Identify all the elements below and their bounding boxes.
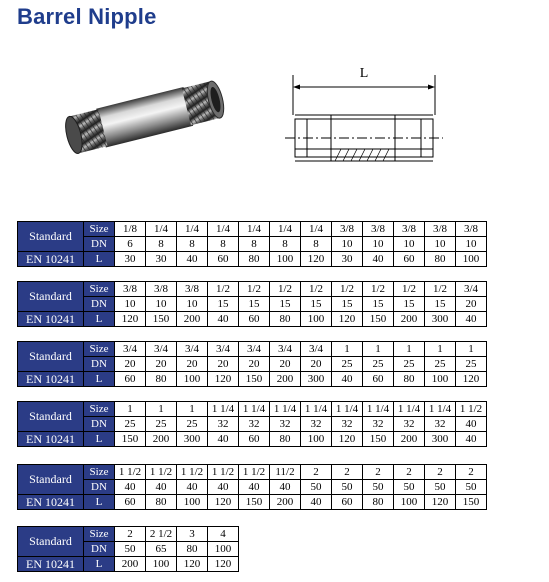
size-cell: 1 1/4 [270, 402, 301, 417]
l-cell: 200 [394, 312, 425, 327]
l-cell: 200 [394, 432, 425, 447]
l-cell: 150 [363, 432, 394, 447]
dn-cell: 50 [332, 480, 363, 495]
spec-table-2 [17, 281, 487, 327]
dn-cell: 50 [456, 480, 487, 495]
dn-cell: 50 [394, 480, 425, 495]
l-cell: 120 [208, 495, 239, 510]
l-label: L [84, 312, 115, 327]
l-cell: 300 [301, 372, 332, 387]
dn-label: DN [84, 417, 115, 432]
dn-cell: 50 [115, 542, 146, 557]
l-cell: 120 [425, 495, 456, 510]
size-cell: 3/8 [115, 282, 146, 297]
dn-cell: 10 [363, 237, 394, 252]
size-cell: 2 1/2 [146, 527, 177, 542]
l-cell: 40 [208, 432, 239, 447]
size-cell: 1/4 [301, 222, 332, 237]
size-cell: 1 1/4 [208, 402, 239, 417]
l-cell: 120 [177, 557, 208, 572]
dn-cell: 20 [456, 297, 487, 312]
dn-label: DN [84, 297, 115, 312]
l-cell: 60 [115, 372, 146, 387]
l-cell: 40 [456, 312, 487, 327]
dn-cell: 8 [208, 237, 239, 252]
l-cell: 100 [177, 372, 208, 387]
dn-cell: 20 [208, 357, 239, 372]
size-cell: 3 [177, 527, 208, 542]
l-cell: 100 [177, 495, 208, 510]
spec-table-3 [17, 341, 487, 387]
size-cell: 1/8 [115, 222, 146, 237]
dn-cell: 25 [363, 357, 394, 372]
l-cell: 150 [363, 312, 394, 327]
size-cell: 3/8 [363, 222, 394, 237]
l-cell: 80 [270, 432, 301, 447]
l-cell: 120 [115, 312, 146, 327]
dn-cell: 10 [456, 237, 487, 252]
dn-cell: 50 [363, 480, 394, 495]
dn-cell: 10 [146, 297, 177, 312]
l-cell: 100 [270, 252, 301, 267]
dn-cell: 15 [363, 297, 394, 312]
dn-cell: 20 [301, 357, 332, 372]
dn-cell: 32 [301, 417, 332, 432]
size-cell: 1 1/4 [301, 402, 332, 417]
l-cell: 80 [270, 312, 301, 327]
size-cell: 2 [332, 465, 363, 480]
l-cell: 100 [146, 557, 177, 572]
size-cell: 1/2 [270, 282, 301, 297]
l-cell: 30 [332, 252, 363, 267]
size-cell: 3/8 [177, 282, 208, 297]
size-cell: 1 1/2 [146, 465, 177, 480]
l-cell: 80 [146, 495, 177, 510]
size-cell: 3/8 [146, 282, 177, 297]
size-cell: 3/8 [456, 222, 487, 237]
dn-cell: 8 [239, 237, 270, 252]
dn-cell: 8 [270, 237, 301, 252]
dn-cell: 50 [425, 480, 456, 495]
l-cell: 300 [425, 432, 456, 447]
standard-label: Standard [18, 402, 84, 432]
l-cell: 300 [425, 312, 456, 327]
l-cell: 120 [332, 312, 363, 327]
dn-cell: 25 [456, 357, 487, 372]
size-cell: 4 [208, 527, 239, 542]
l-cell: 80 [239, 252, 270, 267]
l-label: L [84, 372, 115, 387]
l-cell: 120 [301, 252, 332, 267]
size-cell: 1 1/4 [394, 402, 425, 417]
standard-label: Standard [18, 342, 84, 372]
dn-cell: 32 [363, 417, 394, 432]
size-cell: 1 1/2 [456, 402, 487, 417]
standard-label: Standard [18, 282, 84, 312]
size-cell: 1 [456, 342, 487, 357]
size-cell: 1 1/2 [177, 465, 208, 480]
l-cell: 200 [177, 312, 208, 327]
dn-cell: 20 [115, 357, 146, 372]
dn-cell: 15 [425, 297, 456, 312]
l-cell: 40 [208, 312, 239, 327]
dn-cell: 6 [115, 237, 146, 252]
l-cell: 60 [363, 372, 394, 387]
dn-cell: 32 [208, 417, 239, 432]
size-cell: 3/8 [394, 222, 425, 237]
dn-cell: 25 [425, 357, 456, 372]
l-cell: 80 [394, 372, 425, 387]
l-cell: 120 [208, 557, 239, 572]
dn-label: DN [84, 357, 115, 372]
standard-label: Standard [18, 465, 84, 495]
dn-cell: 15 [239, 297, 270, 312]
size-cell: 1/2 [332, 282, 363, 297]
size-label: Size [84, 222, 115, 237]
l-cell: 100 [394, 495, 425, 510]
l-cell: 60 [332, 495, 363, 510]
l-label: L [84, 495, 115, 510]
size-cell: 1 [394, 342, 425, 357]
dn-cell: 40 [270, 480, 301, 495]
dn-cell: 20 [177, 357, 208, 372]
dn-label: DN [84, 542, 115, 557]
size-cell: 3/4 [456, 282, 487, 297]
standard-label: Standard [18, 527, 84, 557]
l-cell: 120 [456, 372, 487, 387]
dn-cell: 32 [239, 417, 270, 432]
dn-cell: 15 [270, 297, 301, 312]
l-cell: 60 [394, 252, 425, 267]
size-cell: 2 [363, 465, 394, 480]
l-cell: 150 [239, 372, 270, 387]
dn-label: DN [84, 237, 115, 252]
l-cell: 120 [332, 432, 363, 447]
l-cell: 300 [177, 432, 208, 447]
size-cell: 3/4 [146, 342, 177, 357]
size-cell: 1/4 [239, 222, 270, 237]
size-cell: 1 [177, 402, 208, 417]
en-label: EN 10241 [18, 432, 84, 447]
l-cell: 80 [425, 252, 456, 267]
size-label: Size [84, 527, 115, 542]
standard-label: Standard [18, 222, 84, 252]
dn-cell: 15 [208, 297, 239, 312]
dn-cell: 15 [301, 297, 332, 312]
size-cell: 1/4 [208, 222, 239, 237]
size-cell: 3/8 [425, 222, 456, 237]
dn-cell: 20 [146, 357, 177, 372]
dn-cell: 32 [332, 417, 363, 432]
size-cell: 1 [363, 342, 394, 357]
size-cell: 1/2 [363, 282, 394, 297]
size-cell: 1 1/2 [208, 465, 239, 480]
l-cell: 80 [146, 372, 177, 387]
dn-cell: 25 [146, 417, 177, 432]
dn-cell: 8 [177, 237, 208, 252]
barrel-nipple-photo [60, 70, 240, 165]
page-title: Barrel Nipple [17, 4, 157, 29]
l-cell: 150 [456, 495, 487, 510]
size-cell: 1/4 [146, 222, 177, 237]
size-cell: 3/4 [177, 342, 208, 357]
dn-cell: 20 [270, 357, 301, 372]
l-cell: 40 [363, 252, 394, 267]
dn-cell: 40 [456, 417, 487, 432]
dn-cell: 80 [177, 542, 208, 557]
spec-table-5 [17, 464, 487, 510]
dn-cell: 32 [425, 417, 456, 432]
spec-table-1 [17, 221, 487, 267]
size-cell: 1/2 [239, 282, 270, 297]
l-cell: 60 [239, 432, 270, 447]
size-cell: 3/4 [270, 342, 301, 357]
dn-cell: 25 [332, 357, 363, 372]
dn-cell: 8 [301, 237, 332, 252]
l-cell: 200 [146, 432, 177, 447]
size-cell: 3/4 [115, 342, 146, 357]
size-cell: 2 [456, 465, 487, 480]
dn-cell: 10 [394, 237, 425, 252]
l-cell: 120 [208, 372, 239, 387]
size-cell: 1/4 [177, 222, 208, 237]
size-cell: 2 [301, 465, 332, 480]
size-cell: 1 1/4 [363, 402, 394, 417]
size-label: Size [84, 402, 115, 417]
dn-cell: 40 [146, 480, 177, 495]
dn-cell: 40 [239, 480, 270, 495]
dn-cell: 25 [115, 417, 146, 432]
l-cell: 30 [146, 252, 177, 267]
size-cell: 3/8 [332, 222, 363, 237]
size-cell: 1 1/2 [115, 465, 146, 480]
en-label: EN 10241 [18, 557, 84, 572]
size-cell: 1 1/4 [425, 402, 456, 417]
size-cell: 1/2 [301, 282, 332, 297]
l-cell: 30 [115, 252, 146, 267]
dn-cell: 100 [208, 542, 239, 557]
dn-cell: 32 [394, 417, 425, 432]
size-label: Size [84, 465, 115, 480]
size-cell: 1/2 [394, 282, 425, 297]
l-cell: 200 [115, 557, 146, 572]
dn-label: DN [84, 480, 115, 495]
size-label: Size [84, 342, 115, 357]
l-cell: 100 [301, 432, 332, 447]
l-cell: 150 [146, 312, 177, 327]
l-cell: 200 [270, 495, 301, 510]
l-cell: 40 [177, 252, 208, 267]
en-label: EN 10241 [18, 252, 84, 267]
dn-cell: 65 [146, 542, 177, 557]
size-cell: 1/2 [425, 282, 456, 297]
l-cell: 100 [301, 312, 332, 327]
dn-cell: 20 [239, 357, 270, 372]
size-cell: 3/4 [208, 342, 239, 357]
l-cell: 60 [208, 252, 239, 267]
l-cell: 40 [456, 432, 487, 447]
size-cell: 1/2 [208, 282, 239, 297]
size-cell: 3/4 [301, 342, 332, 357]
size-cell: 2 [115, 527, 146, 542]
dn-cell: 10 [177, 297, 208, 312]
size-cell: 3/4 [239, 342, 270, 357]
size-cell: 1 1/2 [239, 465, 270, 480]
l-cell: 150 [239, 495, 270, 510]
l-cell: 40 [332, 372, 363, 387]
technical-drawing [285, 55, 445, 180]
dn-cell: 50 [301, 480, 332, 495]
en-label: EN 10241 [18, 495, 84, 510]
size-cell: 1 [146, 402, 177, 417]
en-label: EN 10241 [18, 372, 84, 387]
l-label: L [84, 557, 115, 572]
dn-cell: 25 [394, 357, 425, 372]
l-cell: 100 [456, 252, 487, 267]
dn-cell: 15 [332, 297, 363, 312]
size-cell: 1 1/4 [332, 402, 363, 417]
size-cell: 1/4 [270, 222, 301, 237]
size-cell: 1 1/4 [239, 402, 270, 417]
spec-table-6 [17, 526, 239, 572]
dn-cell: 40 [115, 480, 146, 495]
size-cell: 2 [425, 465, 456, 480]
l-cell: 60 [115, 495, 146, 510]
l-cell: 150 [115, 432, 146, 447]
size-cell: 1 [115, 402, 146, 417]
spec-table-4 [17, 401, 487, 447]
l-cell: 40 [301, 495, 332, 510]
size-cell: 1 [332, 342, 363, 357]
l-cell: 60 [239, 312, 270, 327]
en-label: EN 10241 [18, 312, 84, 327]
l-label: L [84, 432, 115, 447]
l-label: L [84, 252, 115, 267]
size-cell: 1 [425, 342, 456, 357]
size-label: Size [84, 282, 115, 297]
dn-cell: 10 [115, 297, 146, 312]
size-cell: 11/2 [270, 465, 301, 480]
dn-cell: 15 [394, 297, 425, 312]
dn-cell: 25 [177, 417, 208, 432]
l-cell: 80 [363, 495, 394, 510]
dimension-l-label: L [359, 66, 369, 81]
dn-cell: 10 [425, 237, 456, 252]
dn-cell: 40 [177, 480, 208, 495]
dn-cell: 8 [146, 237, 177, 252]
dn-cell: 40 [208, 480, 239, 495]
dn-cell: 32 [270, 417, 301, 432]
l-cell: 100 [425, 372, 456, 387]
size-cell: 2 [394, 465, 425, 480]
l-cell: 200 [270, 372, 301, 387]
dn-cell: 10 [332, 237, 363, 252]
